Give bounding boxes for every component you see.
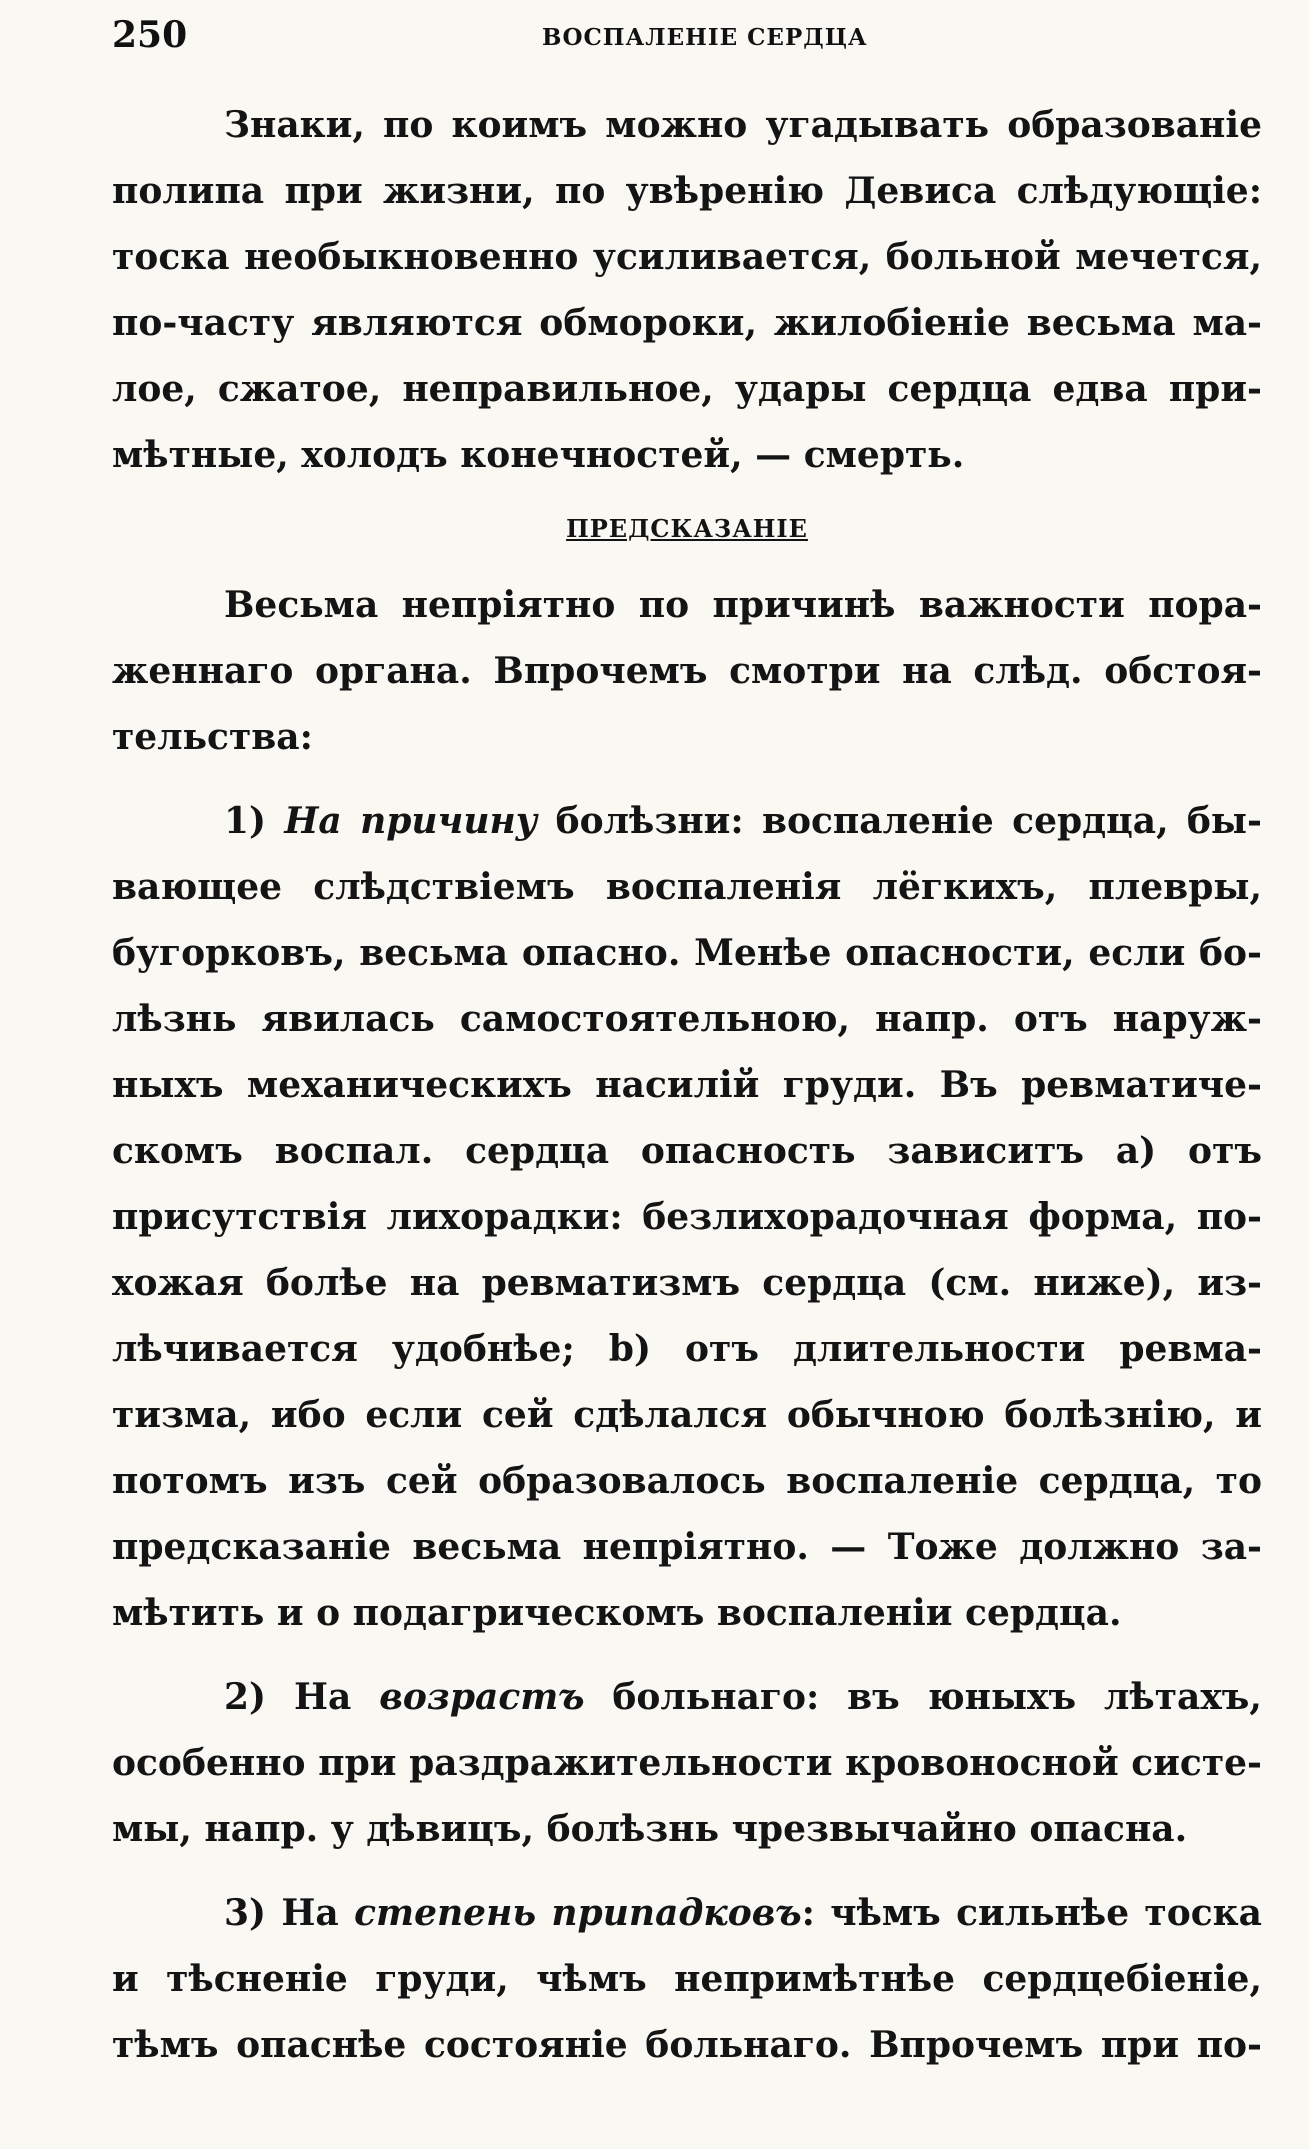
list-number: 3) На (224, 1892, 339, 1934)
section-heading: ПРЕДСКАЗАНІЕ (566, 514, 808, 543)
text-fragment: больнаго: въ юныхъ лѣтахъ, (612, 1676, 1262, 1718)
emphasis: На причину (284, 800, 538, 842)
text-line: скомъ воспал. сердца опасность зависитъ а) отъ (112, 1130, 1262, 1172)
text-line: женнаго органа. Впрочемъ смотри на слѣд. обстоя- (112, 650, 1262, 692)
text-line: лѣзнь явилась самостоятельною, напр. отъ наруж- (112, 998, 1262, 1040)
running-head: ВОСПАЛЕНІЕ СЕРДЦА (542, 24, 868, 51)
paragraph-age (112, 1664, 1262, 1862)
text-line: лѣчивается удобнѣе; b) отъ длительности ревма- (112, 1328, 1262, 1370)
text-line (112, 1664, 1262, 1730)
emphasis: степень припадковъ (354, 1892, 802, 1934)
list-number: 1) (224, 800, 267, 842)
text-line: особенно при раздражительности кровоносной систе- (112, 1742, 1262, 1784)
body-text (112, 92, 1262, 2078)
text-line: полипа при жизни, по увѣренію Девиса слѣдующіе: (112, 170, 1262, 212)
text-line: мы, напр. у дѣвицъ, болѣзнь чрезвычайно опасна. (112, 1808, 1188, 1850)
list-number: 2) На (224, 1676, 352, 1718)
text-line: предсказаніе весьма непріятно. — Тоже должно за- (112, 1526, 1262, 1568)
text-line: и тѣсненіе груди, чѣмъ непримѣтнѣе сердцебіеніе, (112, 1958, 1262, 2000)
text-line: ныхъ механическихъ насилій груди. Въ ревматиче- (112, 1064, 1262, 1106)
text-line: тѣмъ опаснѣе состояніе больнаго. Впрочемъ при по- (112, 2024, 1262, 2066)
paragraph-prognosis-intro (112, 572, 1262, 770)
text-line: лое, сжатое, неправильное, удары сердца едва при- (112, 368, 1262, 410)
paragraph-cause (112, 788, 1262, 1646)
text-line: по-часту являются обмороки, жилобіеніе весьма ма- (112, 302, 1262, 344)
text-line: мѣтные, холодъ конечностей, — смерть. (112, 434, 965, 476)
text-line: потомъ изъ сей образовалось воспаленіе сердца, то (112, 1460, 1262, 1502)
text-line: Весьма непріятно по причинѣ важности пора- (224, 584, 1262, 626)
text-line: присутствія лихорадки: безлихорадочная форма, по- (112, 1196, 1262, 1238)
text-line: тизма, ибо если сей сдѣлался обычною болѣзнію, и (112, 1394, 1262, 1436)
page-number: 250 (112, 14, 188, 56)
text-line: хожая болѣе на ревматизмъ сердца (см. ниже), из- (112, 1262, 1262, 1304)
page-header (112, 14, 1249, 64)
paragraph-symptoms (112, 1880, 1262, 2078)
text-fragment: : чѣмъ сильнѣе тоска (801, 1892, 1262, 1934)
paragraph-signs (112, 92, 1262, 488)
text-line: Знаки, по коимъ можно угадывать образованіе (224, 104, 1262, 146)
text-line: тельства: (112, 716, 313, 758)
text-line: мѣтить и о подагрическомъ воспаленіи сердца. (112, 1592, 1122, 1634)
text-line (112, 788, 1262, 854)
emphasis: возрастъ (379, 1676, 585, 1718)
text-fragment: болѣзни: воспаленіе сердца, бы- (555, 800, 1262, 842)
text-line (112, 1880, 1262, 1946)
text-line: бугорковъ, весьма опасно. Менѣе опасности, если бо- (112, 932, 1262, 974)
text-line: тоска необыкновенно усиливается, больной мечется, (112, 236, 1262, 278)
text-line: вающее слѣдствіемъ воспаленія лёгкихъ, плевры, (112, 866, 1262, 908)
